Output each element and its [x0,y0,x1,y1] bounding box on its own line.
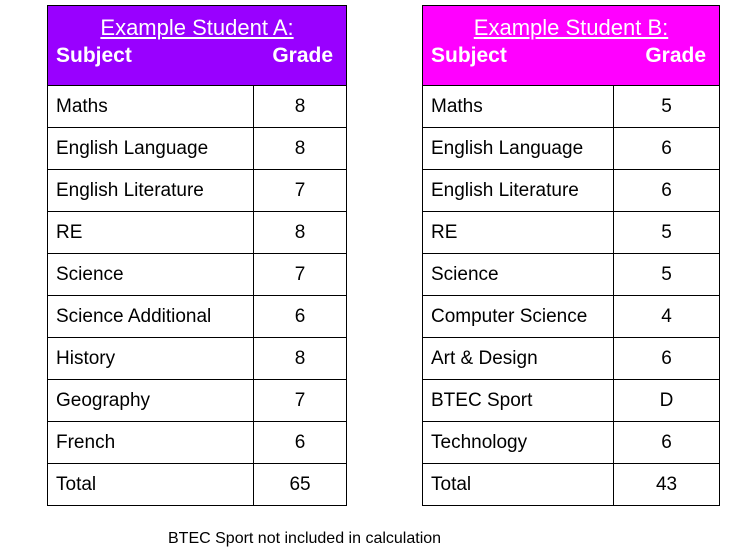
footnote: BTEC Sport not included in calculation [168,530,442,547]
total-value: 65 [254,464,347,506]
subject-cell: Geography [48,380,254,422]
grade-cell: 8 [254,86,347,128]
grade-cell: 8 [254,128,347,170]
grade-cell: 7 [254,380,347,422]
grade-cell: 8 [254,338,347,380]
grade-cell: 5 [614,86,720,128]
table-row [423,338,720,380]
subject-cell: Art & Design [423,338,614,380]
subject-cell: French [48,422,254,464]
student-a-subject-header: Subject [56,44,132,67]
grade-cell: 6 [254,422,347,464]
grade-cell: 7 [254,170,347,212]
grade-cell: 5 [614,254,720,296]
table-row [423,254,720,296]
subject-cell: Science Additional [48,296,254,338]
grade-cell: 6 [614,338,720,380]
subject-cell: History [48,338,254,380]
subject-cell: English Language [48,128,254,170]
table-row [423,380,720,422]
total-value: 43 [614,464,720,506]
total-label: Total [48,464,254,506]
table-row [48,86,347,128]
student-a-grade-header: Grade [272,44,334,67]
student-a-title: Example Student A: [100,15,294,40]
subject-cell: RE [423,212,614,254]
grade-cell: 6 [254,296,347,338]
subject-cell: English Language [423,128,614,170]
subject-cell: RE [48,212,254,254]
grade-cell: 6 [614,128,720,170]
subject-cell: Maths [423,86,614,128]
subject-cell: Technology [423,422,614,464]
table-row [48,296,347,338]
table-row [423,212,720,254]
table-row [48,422,347,464]
subject-cell: English Literature [48,170,254,212]
table-row [423,128,720,170]
grade-cell: 4 [614,296,720,338]
student-b-title: Example Student B: [473,15,669,40]
total-row [423,464,720,506]
grade-cell: 6 [614,422,720,464]
subject-cell: Maths [48,86,254,128]
table-row [48,212,347,254]
grade-cell: D [614,380,720,422]
student-b-header [423,6,720,86]
student-a-header [48,6,347,86]
grade-cell: 8 [254,212,347,254]
table-row [48,128,347,170]
total-label: Total [423,464,614,506]
subject-cell: English Literature [423,170,614,212]
grade-cell: 6 [614,170,720,212]
table-row [423,422,720,464]
subject-cell: Science [48,254,254,296]
table-row [48,170,347,212]
subject-cell: Computer Science [423,296,614,338]
student-a-grade-table [47,5,347,506]
table-row [48,338,347,380]
table-row [48,380,347,422]
student-b-grade-header: Grade [645,44,707,67]
subject-cell: Science [423,254,614,296]
grade-cell: 5 [614,212,720,254]
student-b-subject-header: Subject [431,44,507,67]
total-row [48,464,347,506]
table-row [423,170,720,212]
table-row [423,296,720,338]
grade-cell: 7 [254,254,347,296]
table-row [423,86,720,128]
table-row [48,254,347,296]
student-b-grade-table [422,5,720,506]
subject-cell: BTEC Sport [423,380,614,422]
